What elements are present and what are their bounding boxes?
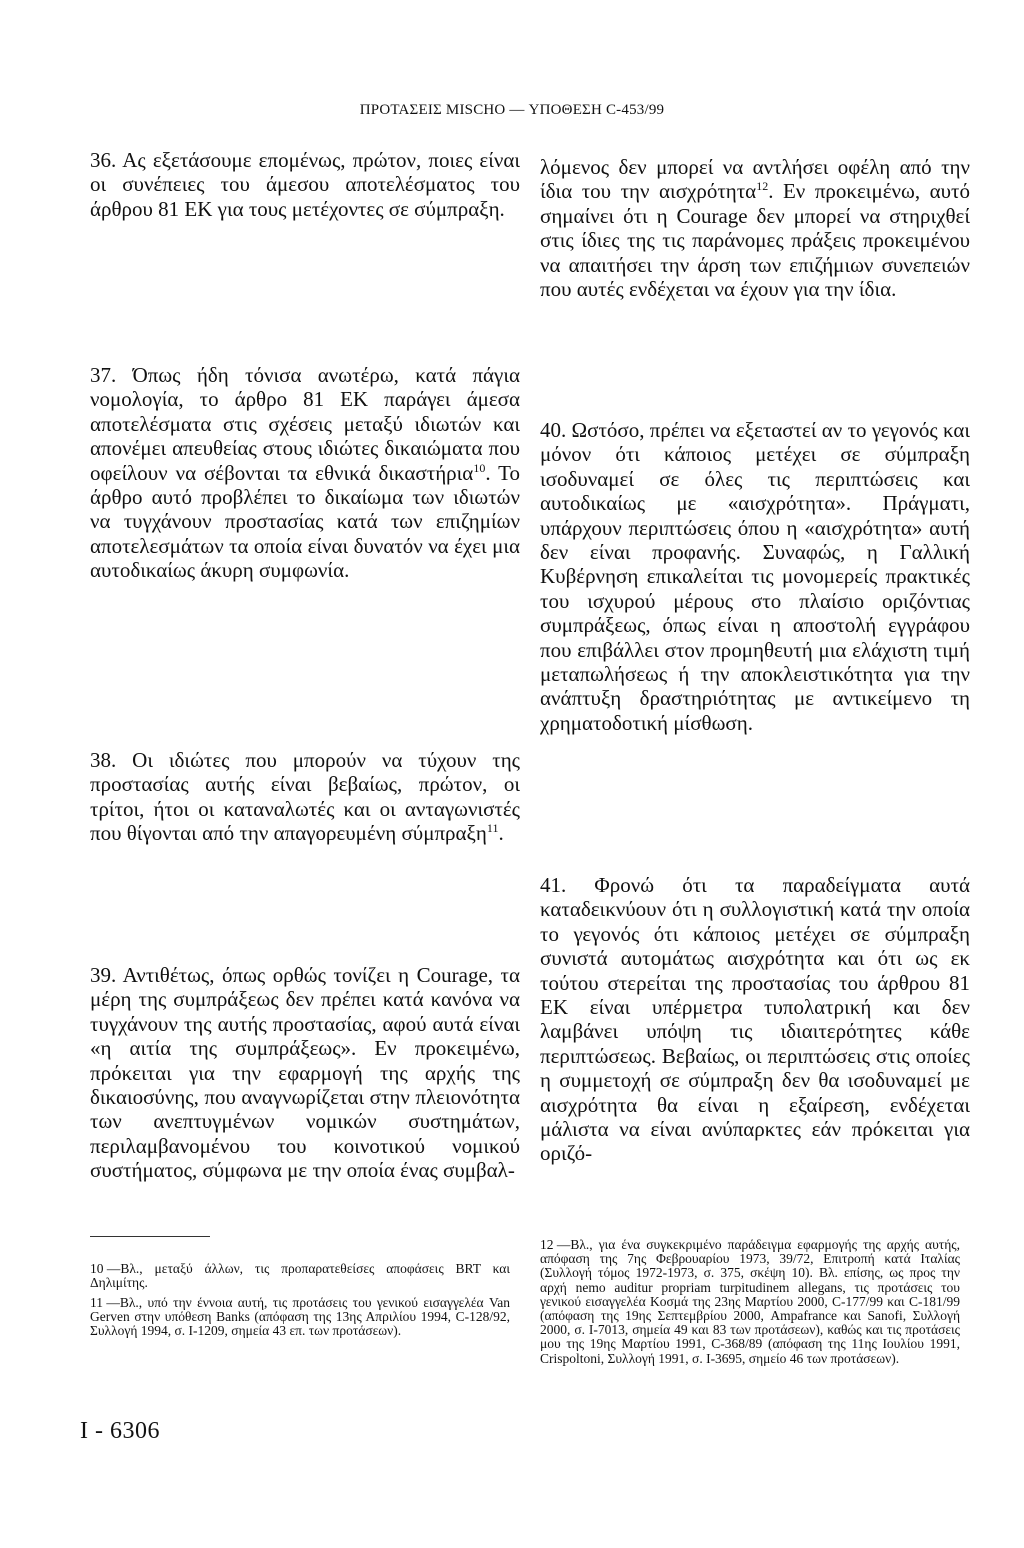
footnote-11 bbox=[90, 1296, 510, 1339]
paragraph-text: Φρονώ ότι τα παραδείγματα αυτά καταδεικνύουν ότι η συλλογιστική κατά την οποία το γεγονός ότι κάποιος μετέχει σε σύμπραξη συνιστά αυτομάτως αισχρότητα και ότι ως εκ τούτου στερείται της προστασίας του άρθρου 81 ΕΚ είναι υπέρμετρα τυπολατρική και δεν λαμβάνει υπόψη τις ιδιαιτερότητες κάθε περιπτώσεως. Βεβαίως, οι περιπτώσεις στις οποίες η συμμετοχή σε σύμπραξη δεν θα ισοδυναμεί με αισχρότητα θα είναι η εξαίρεση, ενδέχεται μάλιστα να είναι ανύπαρκτες εάν πρόκειται για οριζό- bbox=[540, 873, 971, 1166]
paragraph-text: Αντιθέτως, όπως ορθώς τονίζει η Courage, τα μέρη της συμπράξεως δεν πρέπει κατά κανόνα να τυγχάνουν της αυτής προστασίας, αφού αυτά είναι «η αιτία της συμπράξεως». Εν προκειμένω, πρόκειται για την εφαρμογή της αρχής της δικαιοσύνης, που αναγνωρίζεται στην πλειονότητα των ανεπτυγμένων νομικών συστημάτων, περιλαμβανομένου του κοινοτικού νομικού συστήματος, σύμφωνα με την οποία ένας συμβαλ- bbox=[90, 963, 520, 1183]
footnote-mark: 11 — bbox=[90, 1295, 120, 1310]
paragraph-number: 40. bbox=[540, 418, 567, 442]
paragraph-38 bbox=[90, 748, 520, 846]
paragraph-text: Ας εξετάσουμε επομένως, πρώτον, ποιες είναι οι συνέπειες του άμεσου αποτελέσματος του άρθρου 81 ΕΚ για τους μετέχοντες σε σύμπραξη. bbox=[90, 148, 520, 221]
footnote-text: Βλ., μεταξύ άλλων, τις προπαρατεθείσες αποφάσεις BRT και Δηλιμίτης. bbox=[90, 1261, 510, 1291]
paragraph-39 bbox=[90, 963, 520, 1183]
paragraph-text: Οι ιδιώτες που μπορούν να τύχουν της προστασίας αυτής είναι βεβαίως, πρώτον, οι τρίτοι, ήτοι οι καταναλωτές και οι ανταγωνιστές που θίγονται από την απαγορευμένη σύμπραξη bbox=[90, 748, 521, 846]
paragraph-39-continued bbox=[540, 155, 970, 301]
paragraph-text: Ωστόσο, πρέπει να εξεταστεί αν το γεγονός και μόνον ότι κάποιος μετέχει σε σύμπραξη ισοδυναμεί σε όλες τις περιπτώσεις και αυτοδικαίως με «αισχρότητα». Πράγματι, υπάρχουν περιπτώσεις όπου η «αισχρότητα» αυτή δεν είναι προφανής. Συναφώς, η Γαλλική Κυβέρνηση επικαλείται τις μονομερείς πρακτικές του ισχυρού μέρους στο πλαίσιο οριζόντιας συμπράξεως, όπως είναι η αποστολή εγγράφου που επιβάλλει στον προμηθευτή μια ελάχιστη τιμή μεταπωλήσεως ή την αποκλειστικότητα για την ανάπτυξη δραστηριότητας με αντικείμενο τη χρηματοδοτική μίσθωση. bbox=[540, 418, 970, 735]
footnote-mark: 10 — bbox=[90, 1261, 121, 1276]
running-header: ΠΡΟΤΑΣΕΙΣ MISCHO — ΥΠΟΘΕΣΗ C-453/99 bbox=[359, 102, 665, 118]
footnote-text: Βλ., υπό την έννοια αυτή, τις προτάσεις του γενικού εισαγγελέα Van Gerven στην υπόθεση Banks (απόφαση της 13ης Απριλίου 1994, C-128/92, Συλλογή 1994, σ. I-1209, σημεία 43 επ. των προτάσεων). bbox=[90, 1295, 510, 1339]
paragraph-text: λόμενος δεν μπορεί να αντλήσει οφέλη από την ίδια του την αισχρότητα bbox=[540, 155, 970, 204]
paragraph-text: . Εν προκειμένω, αυτό σημαίνει ότι η Courage δεν μπορεί να στηριχθεί στις ίδιες της τις παράνομες πράξεις προκειμένου να απαιτήσει την άρση των επιζήμιων συνεπειών που αυτές ενδέχεται να έχουν για την ίδια. bbox=[540, 179, 970, 302]
paragraph-number: 37. bbox=[90, 363, 117, 387]
paragraph-number: 41. bbox=[540, 873, 567, 897]
footnote-ref-12[interactable]: 12 bbox=[756, 179, 769, 194]
footnote-separator bbox=[90, 1236, 210, 1237]
footnote-12 bbox=[540, 1238, 960, 1366]
footnote-text: Βλ., για ένα συγκεκριμένο παράδειγμα εφαρμογής της αρχής αυτής, απόφαση της 7ης Φεβρουαρίου 1973, 39/72, Επιτροπή κατά Ιταλίας (Συλλογή τόμος 1972-1973, σ. 375, σκέψη 10). Βλ. επίσης, ως προς την αρχή nemo auditur propriam turpitudinem allegans, τις προτάσεις του γενικού εισαγγελέα Κοσμά της 23ης Μαρτίου 2000, C-177/99 και C-181/99 (απόφαση της 19ης Σεπτεμβρίου 2000, Ampafrance και Sanofi, Συλλογή 2000, σ. I-7013, σημεία 49 και 83 των προτάσεων), καθώς και τις προτάσεις μου της 19ης Μαρτίου 1991, C-368/89 (απόφαση της 11ης Ιουλίου 1991, Crispoltoni, Συλλογή 1991, σ. I-3695, σημείο 46 των προτάσεων). bbox=[540, 1237, 960, 1366]
paragraph-41 bbox=[540, 873, 970, 1166]
paragraph-text: . bbox=[498, 821, 504, 846]
footnote-mark: 12 — bbox=[540, 1237, 571, 1252]
paragraph-text: . Το άρθρο αυτό προβλέπει το δικαίωμα των ιδιωτών να τυγχάνουν προστασίας κατά των επιζημίων αποτελεσμάτων τα οποία είναι δυνατόν να έχει μια αυτοδικαίως άκυρη συμφωνία. bbox=[90, 460, 520, 583]
paragraph-40 bbox=[540, 418, 970, 735]
footnote-ref-11[interactable]: 11 bbox=[486, 821, 499, 836]
footnote-ref-10[interactable]: 10 bbox=[473, 460, 486, 475]
paragraph-text: Όπως ήδη τόνισα ανωτέρω, κατά πάγια νομολογία, το άρθρο 81 ΕΚ παράγει άμεσα αποτελέσματα στις σχέσεις μεταξύ ιδιωτών και απονέμει απευθείας στους ιδιώτες δικαιώματα που οφείλουν να σέβονται τα εθνικά δικαστήρια bbox=[90, 363, 520, 485]
paragraph-number: 36. bbox=[90, 148, 117, 172]
footnote-10 bbox=[90, 1262, 510, 1290]
paragraph-number: 38. bbox=[90, 748, 117, 772]
paragraph-37 bbox=[90, 363, 520, 583]
page-number: I - 6306 bbox=[80, 1418, 160, 1444]
paragraph-36 bbox=[90, 148, 520, 221]
paragraph-number: 39. bbox=[90, 963, 117, 987]
